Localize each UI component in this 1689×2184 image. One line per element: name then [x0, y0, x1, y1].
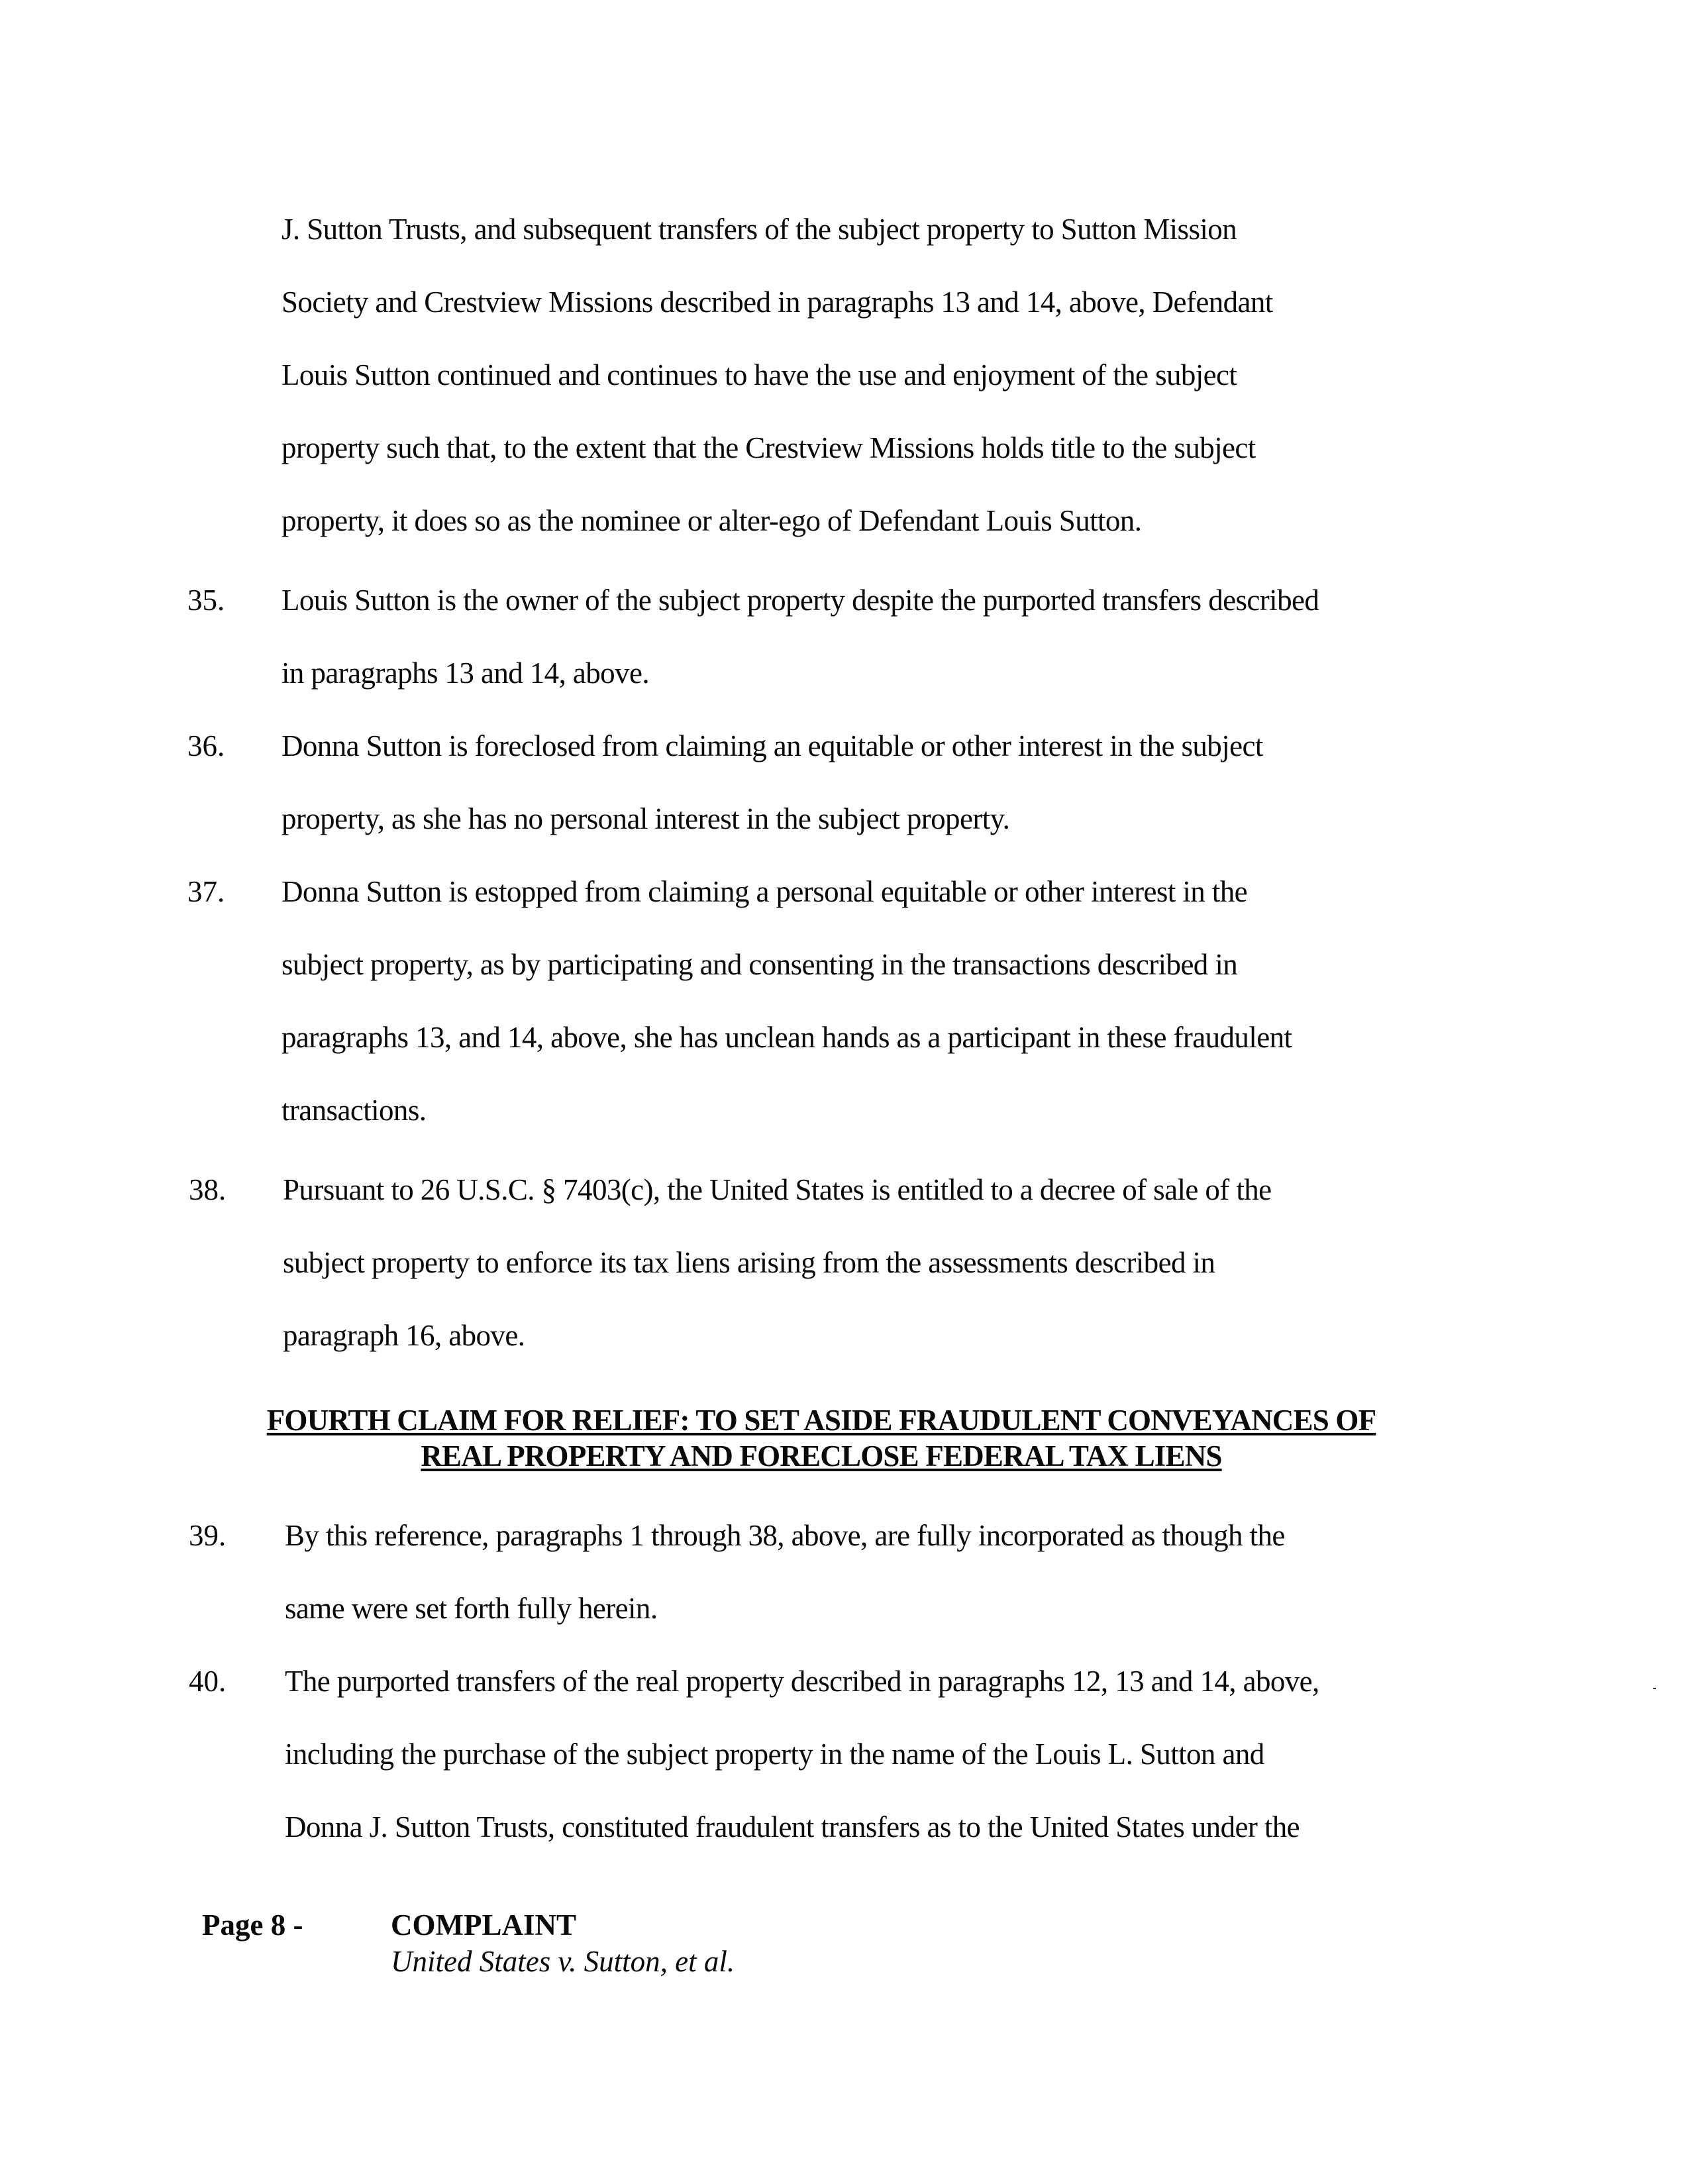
- paragraph-number: 35.: [187, 584, 225, 617]
- scan-artifact: [1653, 1688, 1656, 1689]
- continuation-line: Society and Crestview Missions described in paragraphs 13 and 14, above, Defendant: [282, 286, 1273, 319]
- paragraph-number: 40.: [189, 1665, 227, 1698]
- paragraph-number: 38.: [189, 1173, 227, 1206]
- continuation-line: J. Sutton Trusts, and subsequent transfers of the subject property to Sutton Mission: [282, 213, 1237, 246]
- document-title: COMPLAINT: [391, 1908, 576, 1942]
- case-caption: United States v. Sutton, et al.: [391, 1945, 735, 1978]
- continuation-line: property, it does so as the nominee or alter-ego of Defendant Louis Sutton.: [282, 504, 1142, 537]
- paragraph-line: in paragraphs 13 and 14, above.: [282, 656, 649, 690]
- paragraph-line: Donna Sutton is foreclosed from claiming an equitable or other interest in the subject: [282, 729, 1263, 762]
- paragraph-line: transactions.: [282, 1094, 427, 1127]
- paragraph-line: Pursuant to 26 U.S.C. § 7403(c), the United States is entitled to a decree of sale of the: [283, 1173, 1272, 1206]
- paragraph-line: subject property to enforce its tax liens arising from the assessments described in: [283, 1246, 1215, 1279]
- paragraph-number: 36.: [187, 729, 225, 762]
- paragraph-line: Donna Sutton is estopped from claiming a personal equitable or other interest in the: [282, 875, 1247, 908]
- page-number-label: Page 8 -: [202, 1908, 303, 1942]
- paragraph-number: 39.: [189, 1519, 227, 1552]
- section-heading-line-2: REAL PROPERTY AND FORECLOSE FEDERAL TAX LIENS: [421, 1439, 1222, 1473]
- paragraph-line: Donna J. Sutton Trusts, constituted fraudulent transfers as to the United States under the: [285, 1810, 1300, 1844]
- paragraph-line: paragraphs 13, and 14, above, she has unclean hands as a participant in these fraudulent: [282, 1021, 1292, 1054]
- paragraph-line: same were set forth fully herein.: [285, 1592, 658, 1625]
- paragraph-line: including the purchase of the subject property in the name of the Louis L. Sutton and: [285, 1738, 1264, 1771]
- paragraph-line: property, as she has no personal interest in the subject property.: [282, 802, 1010, 835]
- continuation-line: Louis Sutton continued and continues to have the use and enjoyment of the subject: [282, 358, 1237, 391]
- paragraph-line: By this reference, paragraphs 1 through 38, above, are fully incorporated as though the: [285, 1519, 1285, 1552]
- paragraph-number: 37.: [187, 875, 225, 908]
- paragraph-line: subject property, as by participating and consenting in the transactions described in: [282, 948, 1238, 981]
- paragraph-line: Louis Sutton is the owner of the subject property despite the purported transfers described: [282, 584, 1319, 617]
- paragraph-line: The purported transfers of the real property described in paragraphs 12, 13 and 14, above,: [285, 1665, 1319, 1698]
- continuation-line: property such that, to the extent that the Crestview Missions holds title to the subject: [282, 431, 1256, 464]
- section-heading-line-1: FOURTH CLAIM FOR RELIEF: TO SET ASIDE FRAUDULENT CONVEYANCES OF: [266, 1404, 1376, 1437]
- paragraph-line: paragraph 16, above.: [283, 1319, 525, 1352]
